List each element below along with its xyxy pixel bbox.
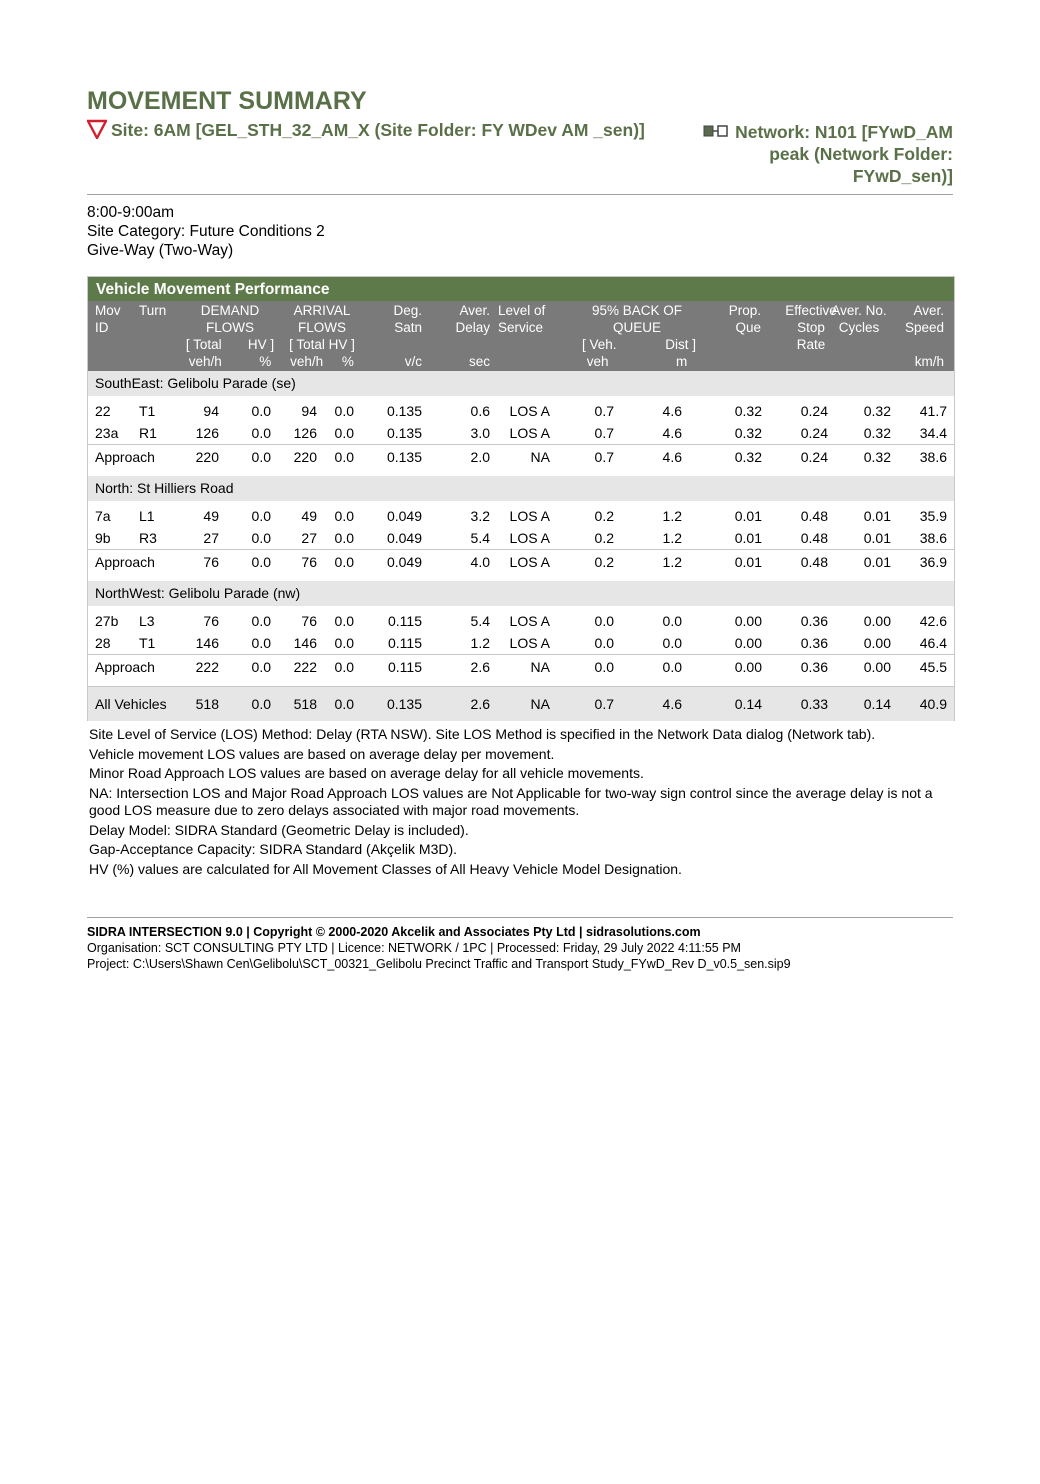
cell-aver-delay: 2.6 — [470, 659, 490, 675]
cell-prop-que: 0.32 — [734, 425, 762, 441]
cell-mov-id: 28 — [95, 635, 111, 651]
cell-prop-que: 0.01 — [734, 530, 762, 546]
cell-queue-dist: 0.0 — [662, 613, 682, 629]
note-line: Site Level of Service (LOS) Method: Delay (RTA NSW). Site LOS Method is specified in the Network Data dialog (Network tab). — [89, 726, 876, 742]
cell-aver-speed: 34.4 — [919, 425, 947, 441]
cell-prop-que: 0.00 — [734, 635, 762, 651]
cell-aver-cycles: 0.32 — [863, 425, 891, 441]
cell-aver-cycles: 0.00 — [863, 635, 891, 651]
cell-arrival-hv: 0.0 — [334, 530, 354, 546]
cell-queue-veh: 0.7 — [594, 449, 614, 465]
cell-demand-hv: 0.0 — [251, 530, 271, 546]
report-header — [87, 119, 953, 195]
cell-deg-satn: 0.135 — [386, 696, 422, 712]
cell-mov-id: 7a — [95, 508, 111, 524]
cell-queue-veh: 0.2 — [594, 530, 614, 546]
cell-queue-veh: 0.7 — [594, 696, 614, 712]
cell-aver-cycles: 0.32 — [863, 449, 891, 465]
time-period: 8:00-9:00am — [87, 204, 175, 221]
cell-demand-hv: 0.0 — [251, 449, 271, 465]
cell-prop-que: 0.32 — [734, 449, 762, 465]
cell-arrival-hv: 0.0 — [334, 613, 354, 629]
cell-aver-delay: 2.6 — [470, 696, 490, 712]
cell-turn: L1 — [139, 508, 155, 524]
network-label-line2: peak (Network Folder: — [769, 144, 953, 164]
cell-aver-speed: 38.6 — [919, 449, 947, 465]
table-body — [88, 371, 954, 721]
cell-queue-dist: 4.6 — [662, 449, 682, 465]
cell-queue-dist: 1.2 — [662, 554, 682, 570]
cell-queue-veh: 0.0 — [594, 659, 614, 675]
cell-prop-que: 0.01 — [734, 508, 762, 524]
cell-arrival-hv: 0.0 — [334, 696, 354, 712]
approach-group-header: SouthEast: Gelibolu Parade (se) — [88, 371, 954, 396]
cell-stop-rate: 0.36 — [800, 659, 828, 675]
note-line: Gap-Acceptance Capacity: SIDRA Standard (Akçelik M3D). — [89, 841, 458, 857]
cell-demand-total: 94 — [203, 403, 219, 419]
cell-demand-total: 146 — [195, 635, 219, 651]
col-effective-stop-rate: Effective Stop Rate — [785, 303, 837, 352]
table-row — [88, 610, 954, 632]
cell-queue-veh: 0.7 — [594, 403, 614, 419]
approach-row — [88, 654, 954, 679]
cell-demand-total: 126 — [195, 425, 219, 441]
cell-los: LOS A — [509, 554, 550, 570]
cell-aver-cycles: 0.14 — [863, 696, 891, 712]
cell-stop-rate: 0.24 — [800, 425, 828, 441]
site-label: Site: 6AM [GEL_STH_32_AM_X (Site Folder: FY WDev AM _sen)] — [111, 120, 645, 140]
table-row — [88, 527, 954, 549]
footer-organisation: Organisation: SCT CONSULTING PTY LTD | Licence: NETWORK / 1PC | Processed: Friday, 29 July 2022 4:11:55 PM — [87, 941, 741, 955]
footer-copyright: SIDRA INTERSECTION 9.0 | Copyright © 2000-2020 Akcelik and Associates Pty Ltd | sidrasolutions.com — [87, 925, 701, 939]
col-prop-que: Prop. Que — [728, 303, 761, 335]
col-deg-satn: Deg. Satn v/c — [393, 303, 422, 369]
note-line: Vehicle movement LOS values are based on average delay per movement. — [89, 745, 555, 762]
cell-demand-hv: 0.0 — [251, 659, 271, 675]
cell-arrival-total: 49 — [301, 508, 317, 524]
cell-aver-cycles: 0.32 — [863, 403, 891, 419]
cell-stop-rate: 0.24 — [800, 449, 828, 465]
cell-los: NA — [530, 449, 550, 465]
cell-aver-delay: 3.2 — [470, 508, 490, 524]
cell-aver-speed: 41.7 — [919, 403, 947, 419]
table-row — [88, 400, 954, 422]
col-mov-id: Mov ID — [95, 303, 121, 335]
cell-queue-dist: 0.0 — [662, 635, 682, 651]
row-label: Approach — [95, 659, 155, 675]
approach-row — [88, 444, 954, 469]
cell-los: LOS A — [509, 403, 550, 419]
cell-stop-rate: 0.24 — [800, 403, 828, 419]
cell-prop-que: 0.01 — [734, 554, 762, 570]
page-title: MOVEMENT SUMMARY — [87, 87, 367, 115]
col-turn: Turn — [139, 303, 167, 318]
cell-queue-veh: 0.7 — [594, 425, 614, 441]
cell-los: LOS A — [509, 425, 550, 441]
site-category: Site Category: Future Conditions 2 — [87, 223, 325, 240]
cell-arrival-total: 518 — [293, 696, 317, 712]
cell-queue-veh: 0.0 — [594, 613, 614, 629]
cell-arrival-total: 220 — [293, 449, 317, 465]
cell-queue-dist: 4.6 — [662, 696, 682, 712]
cell-aver-speed: 35.9 — [919, 508, 947, 524]
cell-aver-delay: 0.6 — [470, 403, 490, 419]
cell-arrival-hv: 0.0 — [334, 554, 354, 570]
cell-arrival-total: 76 — [301, 554, 317, 570]
cell-los: LOS A — [509, 508, 550, 524]
cell-deg-satn: 0.115 — [388, 613, 422, 629]
note-line: HV (%) values are calculated for All Movement Classes of All Heavy Vehicle Model Designation. — [89, 860, 682, 877]
report-footer — [87, 917, 953, 972]
network-heading — [673, 121, 953, 187]
col-level-of-service: Level of Service — [498, 303, 546, 335]
cell-arrival-total: 146 — [293, 635, 317, 651]
cell-deg-satn: 0.135 — [386, 425, 422, 441]
cell-queue-dist: 0.0 — [662, 659, 682, 675]
cell-arrival-total: 76 — [301, 613, 317, 629]
col-aver-speed: Aver. Speed km/h — [904, 303, 944, 369]
cell-arrival-total: 94 — [301, 403, 317, 419]
cell-queue-dist: 1.2 — [662, 508, 682, 524]
note-line: NA: Intersection LOS and Major Road Approach LOS values are Not Applicable for two-way sign control since the average delay is not a good LOS measure due to zero delays associated with major road movements. — [89, 784, 933, 818]
table-column-header — [88, 301, 954, 371]
footer-project: Project: C:\Users\Shawn Cen\Gelibolu\SCT_00321_Gelibolu Precinct Traffic and Transport Study_FYwD_Rev D_v0.5_sen.sip9 — [87, 957, 791, 971]
cell-demand-hv: 0.0 — [251, 425, 271, 441]
cell-aver-delay: 5.4 — [470, 613, 490, 629]
table-row — [88, 422, 954, 444]
cell-demand-total: 76 — [203, 554, 219, 570]
cell-los: NA — [530, 659, 550, 675]
cell-los: LOS A — [509, 613, 550, 629]
note-line: Minor Road Approach LOS values are based on average delay for all vehicle movements. — [89, 765, 644, 781]
row-spacer — [88, 574, 954, 581]
cell-queue-dist: 4.6 — [662, 425, 682, 441]
cell-arrival-hv: 0.0 — [334, 508, 354, 524]
cell-demand-total: 220 — [195, 449, 219, 465]
cell-arrival-total: 222 — [293, 659, 317, 675]
table-row — [88, 505, 954, 527]
note-line: Delay Model: SIDRA Standard (Geometric Delay is included). — [89, 821, 469, 838]
cell-aver-cycles: 0.01 — [863, 554, 891, 570]
cell-arrival-hv: 0.0 — [334, 403, 354, 419]
cell-demand-hv: 0.0 — [251, 508, 271, 524]
cell-queue-dist: 4.6 — [662, 403, 682, 419]
cell-arrival-hv: 0.0 — [334, 659, 354, 675]
cell-demand-hv: 0.0 — [251, 554, 271, 570]
cell-aver-cycles: 0.00 — [863, 659, 891, 675]
row-label: All Vehicles — [95, 696, 167, 712]
cell-mov-id: 23a — [95, 425, 119, 441]
cell-prop-que: 0.32 — [734, 403, 762, 419]
approach-group-header: North: St Hilliers Road — [88, 476, 954, 501]
col-arrival-flows: ARRIVAL FLOWS [ Total HV ] veh/h % — [289, 303, 355, 369]
vehicle-movement-table — [87, 276, 955, 721]
table-row — [88, 632, 954, 654]
cell-aver-delay: 1.2 — [470, 635, 490, 651]
cell-turn: R1 — [139, 425, 157, 441]
cell-demand-hv: 0.0 — [251, 403, 271, 419]
cell-los: NA — [530, 696, 550, 712]
cell-stop-rate: 0.36 — [800, 613, 828, 629]
cell-stop-rate: 0.48 — [800, 530, 828, 546]
cell-demand-total: 27 — [203, 530, 219, 546]
cell-stop-rate: 0.48 — [800, 554, 828, 570]
cell-stop-rate: 0.36 — [800, 635, 828, 651]
cell-aver-speed: 46.4 — [919, 635, 947, 651]
cell-queue-dist: 1.2 — [662, 530, 682, 546]
cell-aver-cycles: 0.00 — [863, 613, 891, 629]
cell-arrival-hv: 0.0 — [334, 635, 354, 651]
cell-aver-speed: 38.6 — [919, 530, 947, 546]
cell-los: LOS A — [509, 530, 550, 546]
cell-aver-delay: 3.0 — [470, 425, 490, 441]
cell-arrival-hv: 0.0 — [334, 449, 354, 465]
approach-group-header: NorthWest: Gelibolu Parade (nw) — [88, 581, 954, 606]
cell-mov-id: 9b — [95, 530, 111, 546]
cell-prop-que: 0.00 — [734, 613, 762, 629]
cell-deg-satn: 0.049 — [386, 508, 422, 524]
network-label-line1: Network: N101 [FYwD_AM — [735, 122, 953, 142]
cell-aver-speed: 45.5 — [919, 659, 947, 675]
site-info — [87, 203, 953, 260]
network-label-line3: FYwD_sen)] — [852, 166, 953, 186]
row-spacer — [88, 469, 954, 476]
cell-queue-veh: 0.0 — [594, 635, 614, 651]
col-back-of-queue: 95% BACK OF QUEUE [ Veh. Dist ] veh m — [582, 303, 697, 369]
all-vehicles-row — [88, 686, 954, 721]
cell-aver-delay: 5.4 — [470, 530, 490, 546]
cell-deg-satn: 0.135 — [386, 403, 422, 419]
cell-aver-speed: 36.9 — [919, 554, 947, 570]
cell-turn: R3 — [139, 530, 157, 546]
cell-los: LOS A — [509, 635, 550, 651]
notes-section — [87, 725, 953, 879]
cell-arrival-hv: 0.0 — [334, 425, 354, 441]
cell-turn: T1 — [139, 635, 156, 651]
cell-aver-cycles: 0.01 — [863, 530, 891, 546]
cell-mov-id: 22 — [95, 403, 111, 419]
cell-prop-que: 0.14 — [734, 696, 762, 712]
cell-prop-que: 0.00 — [734, 659, 762, 675]
cell-turn: L3 — [139, 613, 155, 629]
row-label: Approach — [95, 554, 155, 570]
cell-stop-rate: 0.33 — [800, 696, 828, 712]
table-title: Vehicle Movement Performance — [88, 277, 954, 301]
cell-mov-id: 27b — [95, 613, 119, 629]
cell-demand-total: 222 — [195, 659, 219, 675]
cell-demand-total: 76 — [203, 613, 219, 629]
cell-arrival-total: 27 — [301, 530, 317, 546]
site-heading — [87, 119, 647, 141]
cell-aver-speed: 42.6 — [919, 613, 947, 629]
cell-deg-satn: 0.115 — [388, 659, 422, 675]
row-spacer — [88, 679, 954, 686]
yield-sign-icon — [87, 119, 107, 139]
cell-aver-speed: 40.9 — [919, 696, 947, 712]
approach-row — [88, 549, 954, 574]
row-label: Approach — [95, 449, 155, 465]
cell-stop-rate: 0.48 — [800, 508, 828, 524]
cell-demand-hv: 0.0 — [251, 635, 271, 651]
cell-demand-total: 518 — [195, 696, 219, 712]
cell-queue-veh: 0.2 — [594, 554, 614, 570]
cell-demand-hv: 0.0 — [251, 696, 271, 712]
cell-demand-hv: 0.0 — [251, 613, 271, 629]
col-aver-cycles: Aver. No. Cycles — [831, 303, 887, 335]
cell-aver-delay: 2.0 — [470, 449, 490, 465]
cell-deg-satn: 0.049 — [386, 530, 422, 546]
report-page — [87, 86, 953, 972]
cell-arrival-total: 126 — [293, 425, 317, 441]
control-type: Give-Way (Two-Way) — [87, 242, 234, 259]
network-icon — [703, 125, 729, 137]
cell-deg-satn: 0.049 — [386, 554, 422, 570]
col-demand-flows: DEMAND FLOWS [ Total HV ] veh/h % — [185, 303, 275, 369]
cell-turn: T1 — [139, 403, 156, 419]
cell-aver-delay: 4.0 — [470, 554, 490, 570]
cell-demand-total: 49 — [203, 508, 219, 524]
cell-deg-satn: 0.135 — [386, 449, 422, 465]
col-aver-delay: Aver. Delay sec — [455, 303, 490, 369]
cell-queue-veh: 0.2 — [594, 508, 614, 524]
cell-aver-cycles: 0.01 — [863, 508, 891, 524]
cell-deg-satn: 0.115 — [388, 635, 422, 651]
